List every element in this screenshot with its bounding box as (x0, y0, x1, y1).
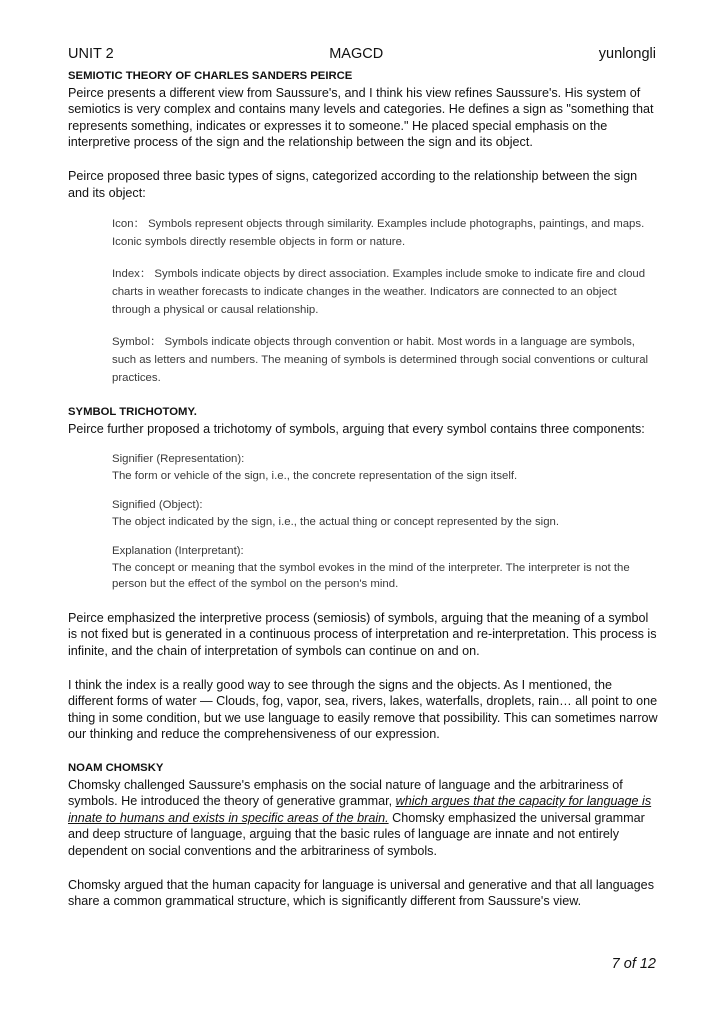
header-unit: UNIT 2 (68, 46, 114, 62)
chomsky-text-before: Chomsky challenged Saussure's emphasis on the social nature of language and the arbitrariness of symbols. He introduced the theory of generative grammar, (68, 777, 623, 809)
trichotomy-list (68, 451, 658, 593)
peirce-intro: Peirce presents a different view from Saussure's, and I think his view refines Saussure's. His system of semiotics is very complex and contains many levels and categories. He defines a sign as "something that represents something, indicates or expresses it to someone." He placed special emphasis on the interpretive process of the sign and the relationship between the sign and its object. (68, 85, 654, 150)
peirce-heading: SEMIOTIC THEORY OF CHARLES SANDERS PEIRCE (68, 70, 353, 82)
header-course: MAGCD (329, 46, 384, 62)
chomsky-paragraph-1 (68, 777, 658, 860)
trichotomy-item (112, 451, 658, 484)
trichotomy-item (112, 497, 658, 530)
trichotomy-heading: SYMBOL TRICHOTOMY. (68, 406, 197, 419)
sign-type-symbol: Symbol： Symbols indicate objects through convention or habit. Most words in a language are symbols, such as letters and numbers. The meaning of symbols is determined through social conventions or cultural practices. (112, 336, 649, 385)
trichotomy-item-text: The object indicated by the sign, i.e., the actual thing or concept represented by the sign. (112, 515, 560, 528)
trichotomy-item-label: Explanation (Interpretant): (112, 545, 244, 558)
chomsky-paragraph-2: Chomsky argued that the human capacity for language is universal and generative and that all languages share a common grammatical structure, which is significantly different from Saussure's view. (68, 877, 654, 909)
peirce-types-intro: Peirce proposed three basic types of signs, categorized according to the relationship between the sign and its object: (68, 168, 638, 200)
header-author: yunlongli (598, 46, 656, 62)
document-body (68, 68, 658, 910)
trichotomy-section (68, 404, 658, 743)
trichotomy-item (112, 543, 658, 593)
trichotomy-item-label: Signified (Object): (112, 499, 203, 512)
chomsky-text-after: Chomsky emphasized the universal grammar and deep structure of language, arguing that the basic rules of language are innate and not entirely dependent on social conventions and the arbitrariness of symbols. (68, 810, 645, 858)
sign-type-icon: Icon： Symbols represent objects through similarity. Examples include photographs, paintings, and maps. Iconic symbols directly resemble objects in form or nature. (112, 218, 645, 249)
peirce-section (68, 68, 658, 387)
sign-type-index: Index： Symbols indicate objects by direct association. Examples include smoke to indicate fire and cloud charts in weather forecasts to indicate changes in the weather. Indicators are connected to an object through a physical or causal relationship. (112, 268, 646, 317)
page-number: 7 of 12 (611, 956, 656, 972)
trichotomy-item-text: The concept or meaning that the symbol evokes in the mind of the interpreter. The interpreter is not the person but the effect of the symbol on the person's mind. (112, 561, 630, 591)
reflection-paragraph: I think the index is a really good way to see through the signs and the objects. As I mentioned, the different forms of water — Clouds, fog, vapor, sea, rivers, lakes, waterfalls, droplets, rain… all point to one thing in some condition, but we use language to easily remove that possibility. This can sometimes narrow our thinking and reduce the comprehensiveness of our expression. (68, 677, 658, 742)
chomsky-underlined-quote: which argues that the capacity for language is innate to humans and exists in specific areas of the brain. (68, 794, 652, 825)
chomsky-section (68, 760, 658, 910)
semiosis-paragraph: Peirce emphasized the interpretive process (semiosis) of symbols, arguing that the meaning of a symbol is not fixed but is generated in a continuous process of interpretation and re-interpretation. This process is infinite, and the chain of interpretation of symbols can continue on and on. (68, 610, 657, 659)
sign-types-list (68, 215, 658, 387)
page-header (68, 44, 656, 64)
chomsky-heading: NOAM CHOMSKY (68, 762, 164, 774)
trichotomy-intro: Peirce further proposed a trichotomy of symbols, arguing that every symbol contains three components: (68, 421, 645, 436)
trichotomy-item-text: The form or vehicle of the sign, i.e., the concrete representation of the sign itself. (112, 469, 518, 482)
trichotomy-item-label: Signifier (Representation): (112, 453, 245, 466)
